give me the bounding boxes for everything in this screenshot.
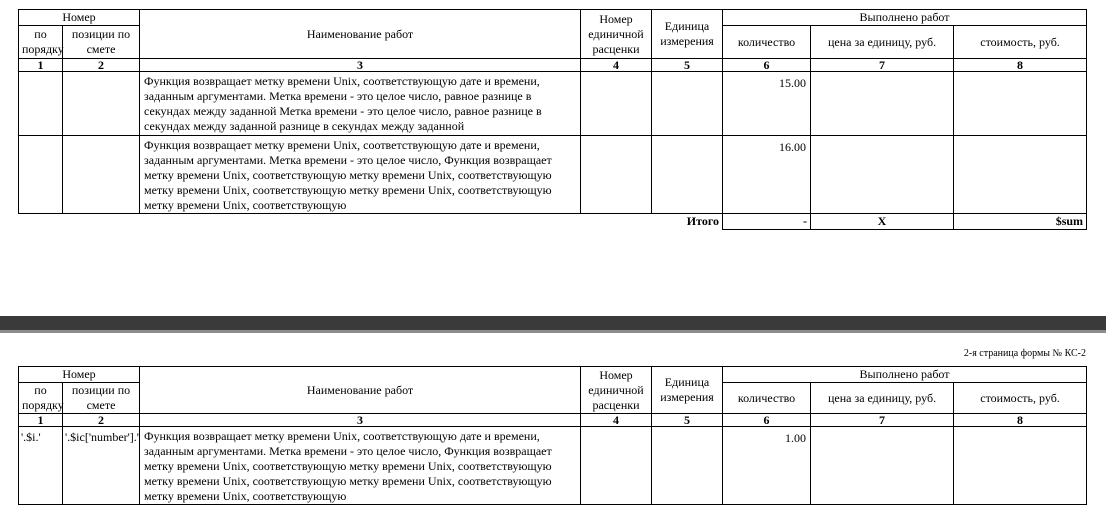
- col-number: 2: [63, 414, 140, 427]
- row-num: [19, 136, 63, 214]
- ks2-table-page-1: [18, 9, 1087, 230]
- header-nomer-rascenki: Номер единичной расценки: [581, 10, 652, 59]
- row-description: Функция возвращает метку времени Unix, соответствующую дате и времени, заданным аргументами. Метка времени - это целое число, Функция возвращает метку времени Unix, соответствующую метку времени Unix, соответствующую метку времени Unix, соответствующую метку времени Unix, соответствующую метку времени Unix, соответствующую: [140, 136, 581, 214]
- row-description: Функция возвращает метку времени Unix, соответствующую дате и времени, заданным аргументами. Метка времени - это целое число, Функция возвращает метку времени Unix, соответствующую метку времени Unix, соответствующую метку времени Unix, соответствующую метку времени Unix, соответствующую метку времени Unix, соответствующую: [140, 427, 581, 505]
- header-nomer: Номер: [19, 367, 140, 383]
- row-pos: [63, 136, 140, 214]
- header-cena: цена за единицу, руб.: [811, 26, 954, 59]
- header-kolichestvo: количество: [723, 26, 811, 59]
- row-num: [19, 72, 63, 136]
- header-vypolneno: Выполнено работ: [723, 367, 1087, 383]
- row-quantity: 1.00: [723, 427, 811, 505]
- header-nomer: Номер: [19, 10, 140, 26]
- row-rate: [581, 427, 652, 505]
- col-number: 6: [723, 59, 811, 72]
- total-cost: $sum: [954, 214, 1087, 230]
- row-rate: [581, 72, 652, 136]
- row-cost: [954, 136, 1087, 214]
- row-quantity: 16.00: [723, 136, 811, 214]
- row-rate: [581, 136, 652, 214]
- col-number: 1: [19, 59, 63, 72]
- row-quantity: 15.00: [723, 72, 811, 136]
- total-quantity: -: [723, 214, 811, 230]
- row-price: [811, 136, 954, 214]
- header-edinica: Единица измерения: [652, 10, 723, 59]
- header-kolichestvo: количество: [723, 383, 811, 414]
- col-number: 5: [652, 59, 723, 72]
- row-description: Функция возвращает метку времени Unix, соответствующую дате и времени, заданным аргументами. Метка времени - это целое число, равное разнице в секундах между заданной Метка времени - это целое число, равное разнице в секундах между заданной разнице в секундах между заданной: [140, 72, 581, 136]
- header-vypolneno: Выполнено работ: [723, 10, 1087, 26]
- row-unit: [652, 427, 723, 505]
- header-po-poryadku: по порядку: [19, 383, 63, 414]
- header-pozicii-po-smete: позиции по смете: [63, 383, 140, 414]
- ks2-table-page-2: [18, 366, 1087, 505]
- col-number: 7: [811, 59, 954, 72]
- col-number: 8: [954, 59, 1087, 72]
- header-naimenovanie: Наименование работ: [140, 10, 581, 59]
- col-number: 4: [581, 59, 652, 72]
- header-naimenovanie: Наименование работ: [140, 367, 581, 414]
- total-row: [19, 214, 1087, 230]
- row-price: [811, 427, 954, 505]
- col-number: 3: [140, 414, 581, 427]
- col-number: 5: [652, 414, 723, 427]
- page-separator-line: [0, 330, 1106, 333]
- row-pos: [63, 72, 140, 136]
- row-cost: [954, 72, 1087, 136]
- col-number: 6: [723, 414, 811, 427]
- col-number: 1: [19, 414, 63, 427]
- header-nomer-rascenki: Номер единичной расценки: [581, 367, 652, 414]
- table-row: [19, 72, 1087, 136]
- table-row: [19, 427, 1087, 505]
- col-number: 4: [581, 414, 652, 427]
- table-row: [19, 136, 1087, 214]
- row-pos: '.$ic['number'].': [63, 427, 140, 505]
- total-label: Итого: [652, 214, 723, 230]
- row-price: [811, 72, 954, 136]
- row-num: '.$i.': [19, 427, 63, 505]
- col-number: 3: [140, 59, 581, 72]
- page-label: 2-я страница формы № КС-2: [963, 348, 1086, 359]
- col-number: 8: [954, 414, 1087, 427]
- header-po-poryadku: по порядку: [19, 26, 63, 59]
- row-cost: [954, 427, 1087, 505]
- col-number: 2: [63, 59, 140, 72]
- total-price: X: [811, 214, 954, 230]
- header-stoimost: стоимость, руб.: [954, 383, 1087, 414]
- header-stoimost: стоимость, руб.: [954, 26, 1087, 59]
- header-pozicii-po-smete: позиции по смете: [63, 26, 140, 59]
- header-cena: цена за единицу, руб.: [811, 383, 954, 414]
- col-number: 7: [811, 414, 954, 427]
- header-edinica: Единица измерения: [652, 367, 723, 414]
- page-separator: [0, 316, 1106, 330]
- row-unit: [652, 136, 723, 214]
- row-unit: [652, 72, 723, 136]
